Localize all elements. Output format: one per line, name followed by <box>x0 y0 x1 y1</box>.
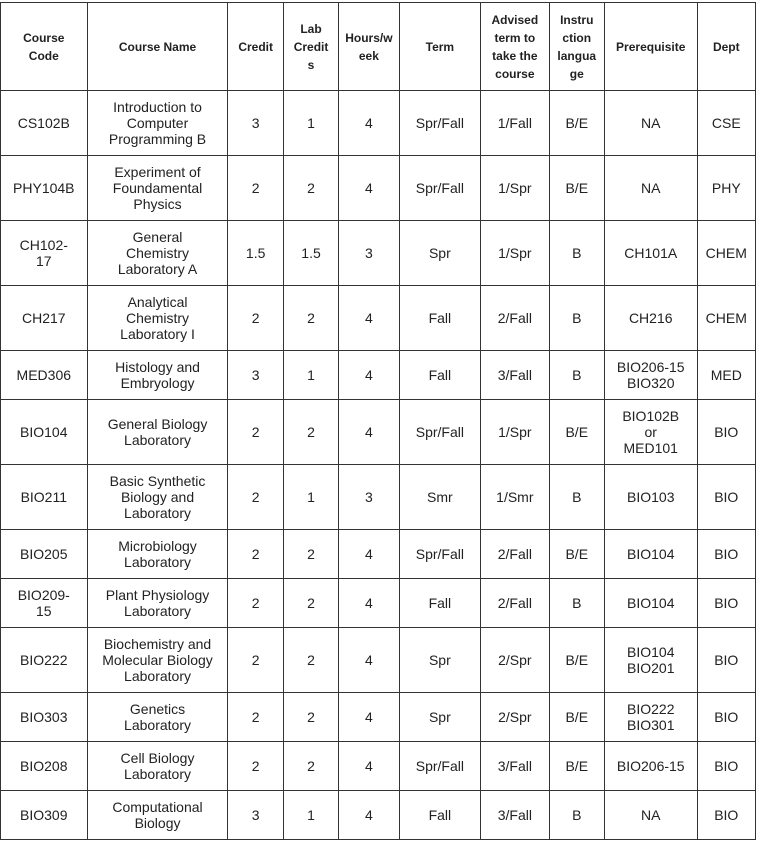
dept-cell: CHEM <box>697 221 755 286</box>
lab-credits-cell: 1 <box>283 351 338 400</box>
credit-cell: 3 <box>228 351 283 400</box>
dept-cell: CHEM <box>697 286 755 351</box>
course-name-cell: Introduction to Computer Programming B <box>87 91 228 156</box>
course-name-cell: Basic Synthetic Biology and Laboratory <box>87 465 228 530</box>
course-name-cell: Experiment of Foundamental Physics <box>87 156 228 221</box>
hours-week-cell: 4 <box>339 530 399 579</box>
instruction-language-cell: B <box>549 221 604 286</box>
hours-week-cell: 4 <box>339 351 399 400</box>
course-code-cell: BIO208 <box>1 742 88 791</box>
table-row <box>1 579 756 628</box>
lab-credits-cell: 2 <box>283 156 338 221</box>
lab-credits-cell: 1 <box>283 465 338 530</box>
course-code-cell: CH102- 17 <box>1 221 88 286</box>
lab-credits-cell: 2 <box>283 628 338 693</box>
table-row <box>1 628 756 693</box>
credit-cell: 1.5 <box>228 221 283 286</box>
dept-cell: PHY <box>697 156 755 221</box>
term-cell: Spr/Fall <box>399 400 481 465</box>
instruction-language-cell: B <box>549 465 604 530</box>
header-row <box>1 3 756 91</box>
instruction-language-cell: B/E <box>549 91 604 156</box>
prerequisite-cell: CH101A <box>604 221 697 286</box>
dept-cell: MED <box>697 351 755 400</box>
course-name-cell: General Biology Laboratory <box>87 400 228 465</box>
prerequisite-cell: BIO104 BIO201 <box>604 628 697 693</box>
credit-cell: 2 <box>228 579 283 628</box>
credit-cell: 2 <box>228 693 283 742</box>
lab-credits-cell: 1 <box>283 91 338 156</box>
header-prerequisite: Prerequisite <box>604 3 697 91</box>
prerequisite-cell: BIO103 <box>604 465 697 530</box>
advised-term-cell: 1/Spr <box>481 400 549 465</box>
prerequisite-cell: BIO104 <box>604 530 697 579</box>
course-name-cell: Plant Physiology Laboratory <box>87 579 228 628</box>
credit-cell: 3 <box>228 791 283 840</box>
prerequisite-cell: NA <box>604 791 697 840</box>
term-cell: Spr/Fall <box>399 91 481 156</box>
term-cell: Spr <box>399 628 481 693</box>
table-row <box>1 221 756 286</box>
header-lab-credits: Lab Credit s <box>283 3 338 91</box>
advised-term-cell: 1/Spr <box>481 156 549 221</box>
header-course-code: Course Code <box>1 3 88 91</box>
instruction-language-cell: B <box>549 579 604 628</box>
course-code-cell: BIO211 <box>1 465 88 530</box>
course-code-cell: BIO209- 15 <box>1 579 88 628</box>
advised-term-cell: 2/Fall <box>481 286 549 351</box>
header-instruction-language: Instru ction langua ge <box>549 3 604 91</box>
instruction-language-cell: B/E <box>549 530 604 579</box>
course-code-cell: MED306 <box>1 351 88 400</box>
hours-week-cell: 3 <box>339 465 399 530</box>
credit-cell: 2 <box>228 286 283 351</box>
lab-credits-cell: 2 <box>283 742 338 791</box>
credit-cell: 3 <box>228 91 283 156</box>
prerequisite-cell: NA <box>604 156 697 221</box>
instruction-language-cell: B <box>549 351 604 400</box>
advised-term-cell: 1/Fall <box>481 91 549 156</box>
hours-week-cell: 4 <box>339 286 399 351</box>
hours-week-cell: 3 <box>339 221 399 286</box>
course-code-cell: PHY104B <box>1 156 88 221</box>
table-row <box>1 351 756 400</box>
prerequisite-cell: BIO206-15 BIO320 <box>604 351 697 400</box>
term-cell: Spr <box>399 693 481 742</box>
course-code-cell: BIO222 <box>1 628 88 693</box>
course-code-cell: BIO104 <box>1 400 88 465</box>
hours-week-cell: 4 <box>339 400 399 465</box>
lab-credits-cell: 1.5 <box>283 221 338 286</box>
hours-week-cell: 4 <box>339 742 399 791</box>
prerequisite-cell: BIO104 <box>604 579 697 628</box>
instruction-language-cell: B/E <box>549 400 604 465</box>
course-name-cell: Biochemistry and Molecular Biology Laboratory <box>87 628 228 693</box>
prerequisite-cell: BIO102B or MED101 <box>604 400 697 465</box>
credit-cell: 2 <box>228 742 283 791</box>
table-row <box>1 530 756 579</box>
term-cell: Fall <box>399 351 481 400</box>
course-name-cell: Analytical Chemistry Laboratory I <box>87 286 228 351</box>
instruction-language-cell: B/E <box>549 693 604 742</box>
course-table-body <box>1 91 756 840</box>
course-name-cell: Genetics Laboratory <box>87 693 228 742</box>
prerequisite-cell: BIO206-15 <box>604 742 697 791</box>
course-table <box>0 2 756 840</box>
table-row <box>1 400 756 465</box>
dept-cell: BIO <box>697 791 755 840</box>
instruction-language-cell: B/E <box>549 742 604 791</box>
lab-credits-cell: 1 <box>283 791 338 840</box>
dept-cell: BIO <box>697 628 755 693</box>
advised-term-cell: 2/Fall <box>481 579 549 628</box>
prerequisite-cell: BIO222 BIO301 <box>604 693 697 742</box>
hours-week-cell: 4 <box>339 791 399 840</box>
header-dept: Dept <box>697 3 755 91</box>
term-cell: Fall <box>399 286 481 351</box>
course-name-cell: Histology and Embryology <box>87 351 228 400</box>
course-name-cell: Microbiology Laboratory <box>87 530 228 579</box>
lab-credits-cell: 2 <box>283 530 338 579</box>
credit-cell: 2 <box>228 628 283 693</box>
table-row <box>1 693 756 742</box>
table-row <box>1 91 756 156</box>
course-name-cell: Computational Biology <box>87 791 228 840</box>
term-cell: Spr <box>399 221 481 286</box>
hours-week-cell: 4 <box>339 156 399 221</box>
term-cell: Spr/Fall <box>399 742 481 791</box>
term-cell: Smr <box>399 465 481 530</box>
dept-cell: BIO <box>697 465 755 530</box>
advised-term-cell: 2/Fall <box>481 530 549 579</box>
dept-cell: BIO <box>697 742 755 791</box>
hours-week-cell: 4 <box>339 91 399 156</box>
lab-credits-cell: 2 <box>283 579 338 628</box>
table-row <box>1 465 756 530</box>
course-code-cell: BIO303 <box>1 693 88 742</box>
prerequisite-cell: CH216 <box>604 286 697 351</box>
term-cell: Fall <box>399 579 481 628</box>
lab-credits-cell: 2 <box>283 286 338 351</box>
instruction-language-cell: B/E <box>549 628 604 693</box>
credit-cell: 2 <box>228 530 283 579</box>
dept-cell: BIO <box>697 530 755 579</box>
dept-cell: BIO <box>697 693 755 742</box>
term-cell: Spr/Fall <box>399 530 481 579</box>
table-row <box>1 286 756 351</box>
course-code-cell: CS102B <box>1 91 88 156</box>
table-row <box>1 791 756 840</box>
course-code-cell: BIO309 <box>1 791 88 840</box>
dept-cell: BIO <box>697 400 755 465</box>
table-row <box>1 742 756 791</box>
credit-cell: 2 <box>228 156 283 221</box>
term-cell: Fall <box>399 791 481 840</box>
course-name-cell: General Chemistry Laboratory A <box>87 221 228 286</box>
hours-week-cell: 4 <box>339 579 399 628</box>
header-credit: Credit <box>228 3 283 91</box>
header-advised-term: Advised term to take the course <box>481 3 549 91</box>
advised-term-cell: 3/Fall <box>481 742 549 791</box>
lab-credits-cell: 2 <box>283 693 338 742</box>
header-term: Term <box>399 3 481 91</box>
prerequisite-cell: NA <box>604 91 697 156</box>
lab-credits-cell: 2 <box>283 400 338 465</box>
advised-term-cell: 1/Smr <box>481 465 549 530</box>
hours-week-cell: 4 <box>339 693 399 742</box>
course-name-cell: Cell Biology Laboratory <box>87 742 228 791</box>
advised-term-cell: 2/Spr <box>481 693 549 742</box>
header-course-name: Course Name <box>87 3 228 91</box>
header-hours-week: Hours/w eek <box>339 3 399 91</box>
instruction-language-cell: B <box>549 286 604 351</box>
instruction-language-cell: B <box>549 791 604 840</box>
term-cell: Spr/Fall <box>399 156 481 221</box>
advised-term-cell: 2/Spr <box>481 628 549 693</box>
hours-week-cell: 4 <box>339 628 399 693</box>
credit-cell: 2 <box>228 400 283 465</box>
dept-cell: BIO <box>697 579 755 628</box>
table-row <box>1 156 756 221</box>
course-code-cell: CH217 <box>1 286 88 351</box>
advised-term-cell: 3/Fall <box>481 791 549 840</box>
credit-cell: 2 <box>228 465 283 530</box>
advised-term-cell: 1/Spr <box>481 221 549 286</box>
instruction-language-cell: B/E <box>549 156 604 221</box>
dept-cell: CSE <box>697 91 755 156</box>
course-code-cell: BIO205 <box>1 530 88 579</box>
advised-term-cell: 3/Fall <box>481 351 549 400</box>
